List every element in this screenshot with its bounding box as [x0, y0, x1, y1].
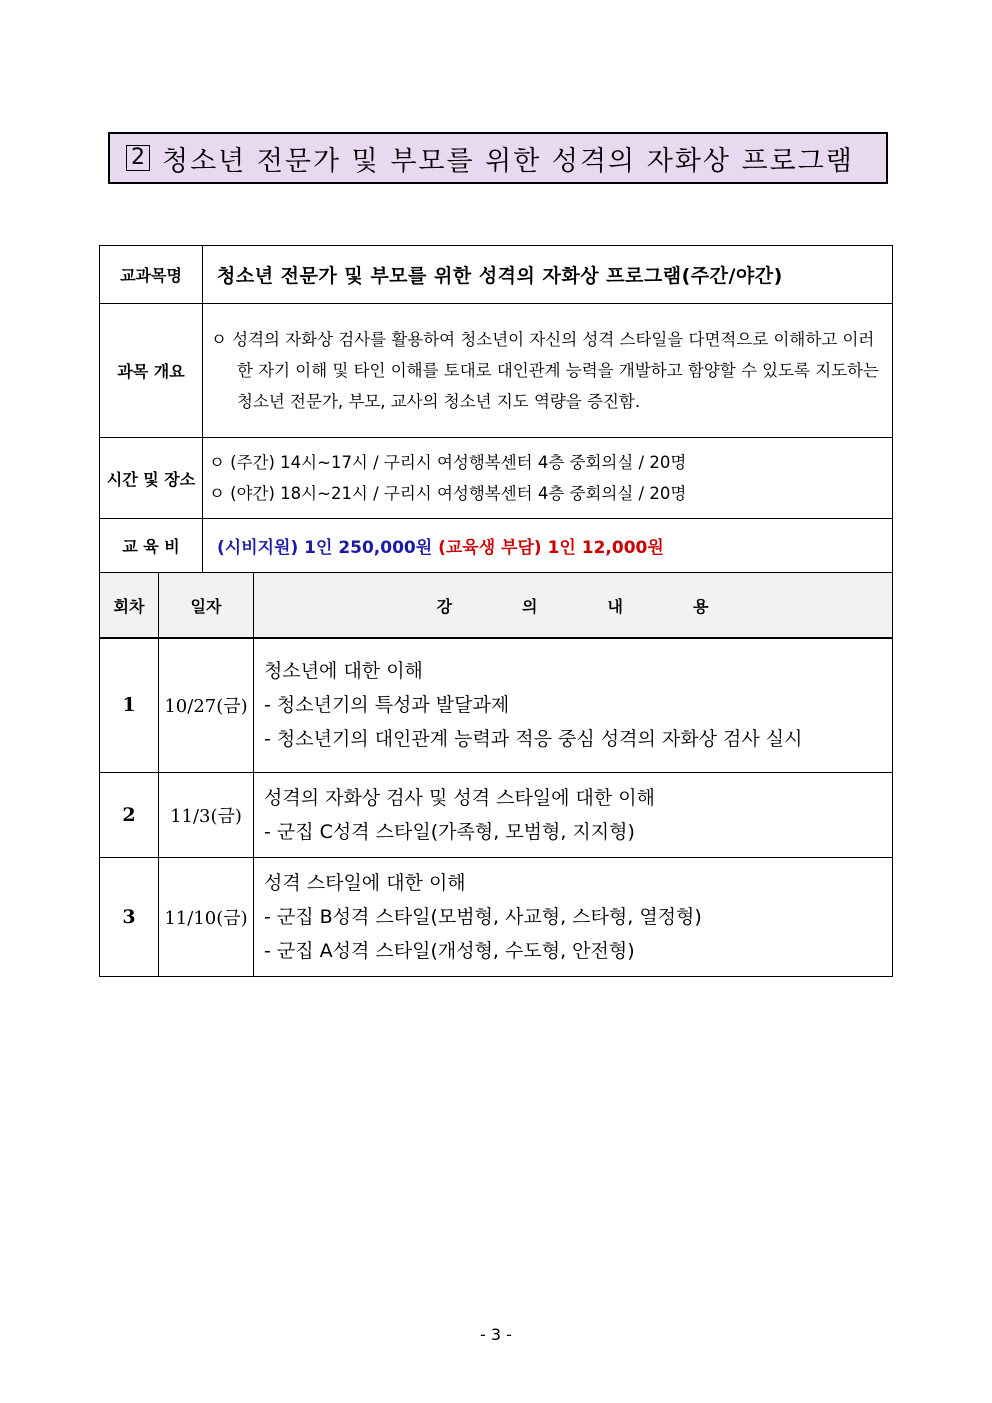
- section-title-text: 청소년 전문가 및 부모를 위한 성격의 자화상 프로그램: [162, 145, 854, 177]
- time-night: ㅇ (야간) 18시~21시 / 구리시 여성행복센터 4층 중회의실 / 20명: [209, 484, 687, 503]
- course-name-label: 교과목명: [100, 246, 203, 304]
- time-place-label: 시간 및 장소: [100, 438, 203, 519]
- overview-cell: [203, 304, 893, 438]
- section-number: 2: [126, 145, 150, 171]
- content-line: 성격의 자화상 검사 및 성격 스타일에 대한 이해: [264, 786, 656, 809]
- content-line: - 군집 C성격 스타일(가족형, 모범형, 지지형): [264, 820, 635, 843]
- time-place-cell: [203, 438, 893, 519]
- table-row: [100, 772, 893, 857]
- session-content: [254, 772, 893, 857]
- header-content: 강의내용: [254, 573, 893, 639]
- table-row: [100, 857, 893, 976]
- cost-support: (시비지원) 1인 250,000원: [217, 538, 433, 558]
- session-number: 3: [100, 857, 159, 976]
- session-content: [254, 638, 893, 772]
- page-number: - 3 -: [480, 1325, 512, 1344]
- session-date: 11/3(금): [159, 772, 254, 857]
- cost-trainee: (교육생 부담) 1인 12,000원: [438, 538, 664, 558]
- overview-label: 과목 개요: [100, 304, 203, 438]
- session-date: 11/10(금): [159, 857, 254, 976]
- session-date: 10/27(금): [159, 638, 254, 772]
- session-number: 2: [100, 772, 159, 857]
- header-session: 회차: [100, 573, 159, 639]
- session-number: 1: [100, 638, 159, 772]
- table-row: [100, 638, 893, 772]
- time-day: ㅇ (주간) 14시~17시 / 구리시 여성행복센터 4층 중회의실 / 20명: [209, 453, 687, 472]
- content-line: - 청소년기의 대인관계 능력과 적응 중심 성격의 자화상 검사 실시: [264, 728, 803, 751]
- header-date: 일자: [159, 573, 254, 639]
- course-info-table: [99, 245, 893, 573]
- cost-cell: [203, 519, 893, 573]
- content-line: - 군집 B성격 스타일(모범형, 사교형, 스타형, 열정형): [264, 905, 702, 928]
- content-line: - 청소년기의 특성과 발달과제: [264, 694, 510, 717]
- cost-label: 교 육 비: [100, 519, 203, 573]
- session-content: [254, 857, 893, 976]
- content-line: 청소년에 대한 이해: [264, 660, 423, 683]
- content-line: - 군집 A성격 스타일(개성형, 수도형, 안전형): [264, 939, 635, 962]
- content-line: 성격 스타일에 대한 이해: [264, 871, 466, 894]
- course-name: 청소년 전문가 및 부모를 위한 성격의 자화상 프로그램(주간/야간): [203, 246, 893, 304]
- section-title: [108, 132, 888, 184]
- schedule-table: [99, 572, 893, 977]
- overview-text: ㅇ 성격의 자화상 검사를 활용하여 청소년이 자신의 성격 스타일을 다면적으로 이해하고 이러한 자기 이해 및 타인 이해를 토대로 대인관계 능력을 개발하고 함양할 수 있도록 지도하는 청소년 전문가, 부모, 교사의 청소년 지도 역량을 증진함.: [211, 330, 879, 411]
